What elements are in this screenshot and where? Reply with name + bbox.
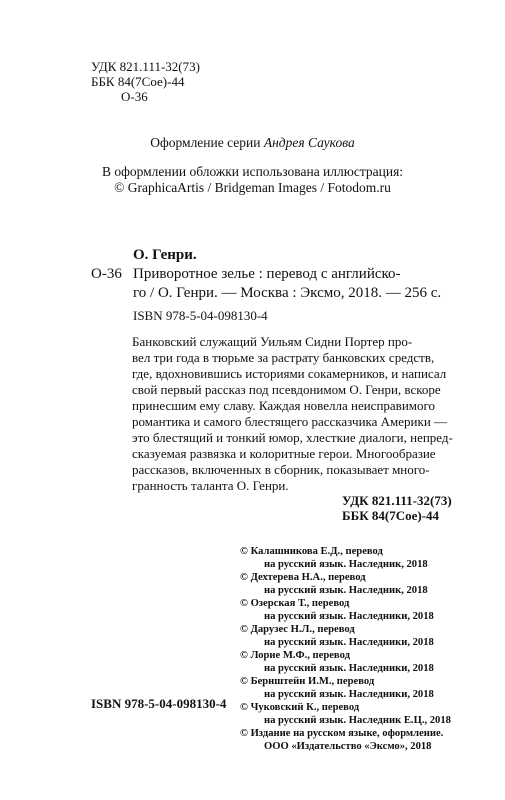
copyright-line: на русский язык. Наследники, 2018 — [264, 637, 434, 648]
catalog-author: О. Генри. — [133, 247, 197, 263]
catalog-sign: О-36 — [91, 266, 122, 282]
annotation-line: принесшим ему славу. Каждая новелла неисправимого — [132, 398, 436, 413]
copyright-line: на русский язык. Наследник, 2018 — [264, 585, 428, 596]
author-sign: О-36 — [121, 89, 148, 104]
copyright-line: ООО «Издательство «Эксмо», 2018 — [264, 741, 432, 752]
copyright-line: © Дехтерева Н.А., перевод — [240, 572, 366, 583]
catalog-title-line: Приворотное зелье : перевод с английско- — [133, 266, 401, 282]
annotation-line: вел три года в тюрьме за растрату банковских средств, — [132, 350, 435, 365]
annotation-line: свой первый рассказ под псевдонимом О. Генри, вскоре — [132, 382, 441, 397]
copyright-line: © Озерская Т., перевод — [240, 598, 350, 609]
copyright-line: на русский язык. Наследник, 2018 — [264, 559, 428, 570]
annotation-line: рассказов, включенных в сборник, показывает много- — [132, 462, 430, 477]
cover-illustration-note: В оформлении обложки использована иллюстрация: — [101, 164, 404, 179]
copyright-line: © Бернштейн И.М., перевод — [240, 676, 375, 687]
copyright-line: на русский язык. Наследники, 2018 — [264, 689, 434, 700]
bbk-code: ББК 84(7Сое)-44 — [91, 74, 185, 89]
series-design-credit — [0, 135, 505, 151]
copyright-line: на русский язык. Наследники, 2018 — [264, 663, 434, 674]
copyright-line: © Издание на русском языке, оформление. — [240, 728, 444, 739]
annotation-line: это блестящий и тонкий юмор, хлесткие диалоги, непред- — [132, 430, 453, 445]
card-udk-code: УДК 821.111-32(73) — [342, 493, 452, 508]
copyright-line: © Калашникова Е.Д., перевод — [240, 546, 383, 557]
series-design-prefix: Оформление серии — [150, 135, 264, 150]
copyright-line: © Лорие М.Ф., перевод — [240, 650, 350, 661]
card-bbk-code: ББК 84(7Сое)-44 — [342, 508, 440, 523]
annotation-line: где, вдохновившись историями сокамерников, и написал — [132, 366, 447, 381]
annotation-line: гранность таланта О. Генри. — [132, 478, 289, 493]
cover-illustration-credit: © GraphicaArtis / Bridgeman Images / Fotodom.ru — [114, 180, 391, 195]
copyright-line: © Дарузес Н.Л., перевод — [240, 624, 355, 635]
annotation-line: Банковский служащий Уильям Сидни Портер про- — [132, 334, 413, 349]
catalog-isbn: ISBN 978-5-04-098130-4 — [133, 308, 268, 323]
copyright-line: на русский язык. Наследник Е.Ц., 2018 — [264, 715, 451, 726]
catalog-title-line: го / О. Генри. — Москва : Эксмо, 2018. — 256 с. — [133, 285, 442, 301]
udk-code: УДК 821.111-32(73) — [91, 59, 200, 74]
copyright-line: на русский язык. Наследники, 2018 — [264, 611, 434, 622]
copyright-line: © Чуковский К., перевод — [240, 702, 360, 713]
annotation-line: романтика и самого блестящего рассказчика Америки — — [132, 414, 448, 429]
series-designer-name: Андрея Саукова — [263, 135, 355, 150]
annotation-line: сказуемая развязка и колоритные герои. Многообразие — [132, 446, 436, 461]
isbn-bottom: ISBN 978-5-04-098130-4 — [91, 696, 227, 711]
